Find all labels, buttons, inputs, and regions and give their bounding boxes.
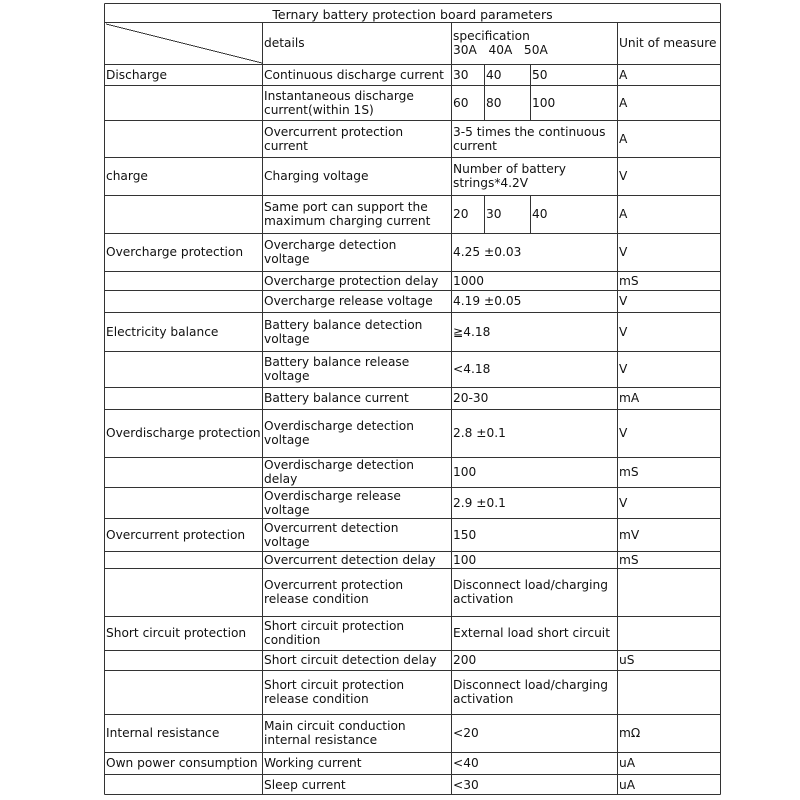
row-unit [617, 616, 721, 650]
row-detail: Short circuit protection condition [264, 619, 405, 647]
header-specification: specification 30A 40A 50A [451, 22, 617, 64]
row-value: 4.19 ±0.05 [453, 294, 522, 308]
row-spec-value: 30 [453, 67, 469, 82]
header-diagonal [106, 24, 262, 63]
row-detail: Overcharge protection delay [264, 273, 439, 288]
row-detail: Overcurrent protection release condition [264, 578, 404, 606]
row-value: ≧4.18 [453, 324, 491, 339]
row-detail: Charging voltage [264, 169, 369, 183]
row-detail: Overcurrent protection current [264, 124, 404, 153]
row-detail: Sleep current [264, 777, 346, 792]
row-detail: Overcurrent detection delay [264, 552, 436, 567]
row-unit: V [619, 245, 628, 259]
row-unit: mV [619, 527, 640, 542]
header-unit: Unit of measure [619, 36, 717, 50]
row-spec-value: 40 [486, 67, 502, 82]
row-value: 4.25 ±0.03 [453, 245, 522, 259]
row-detail: Overcurrent detection voltage [264, 520, 399, 549]
row-value: 1000 [453, 273, 485, 288]
row-spec-value: 100 [532, 95, 556, 110]
row-category: Electricity balance [106, 324, 219, 339]
row-unit [617, 670, 721, 714]
row-detail: Overdischarge detection voltage [264, 419, 414, 447]
row-unit: V [619, 324, 628, 339]
table-title: Ternary battery protection board parameters [272, 7, 553, 22]
row-detail: Battery balance current [264, 391, 409, 405]
row-value: 2.9 ±0.1 [453, 495, 506, 510]
row-detail: Battery balance release voltage [264, 355, 410, 383]
row-spec-value: 60 [453, 95, 469, 110]
row-value: Disconnect load/charging activation [453, 678, 609, 706]
row-value: <40 [453, 756, 479, 770]
row-unit: V [619, 169, 628, 183]
row-category: Short circuit protection [106, 626, 247, 640]
row-spec-value: 50 [532, 67, 548, 82]
row-value: 20-30 [453, 391, 489, 405]
row-value: Disconnect load/charging activation [453, 578, 609, 606]
row-detail: Short circuit detection delay [264, 653, 437, 667]
row-value: 100 [453, 465, 477, 479]
row-detail: Overcharge release voltage [264, 294, 433, 308]
row-detail: Battery balance detection voltage [264, 317, 423, 346]
row-detail: Overcharge detection voltage [264, 238, 397, 266]
row-value: 2.8 ±0.1 [453, 426, 506, 440]
row-unit: A [619, 131, 628, 146]
row-spec-value: 30 [486, 207, 502, 221]
row-value: <20 [453, 726, 479, 740]
row-value: Number of battery strings*4.2V [453, 162, 566, 190]
row-category: Overcharge protection [106, 245, 244, 259]
row-value: 150 [453, 527, 477, 542]
row-detail: Overdischarge release voltage [264, 488, 401, 517]
row-unit: A [619, 95, 628, 110]
row-category: Overcurrent protection [106, 527, 246, 542]
row-spec-value: 40 [532, 207, 548, 221]
row-category: Internal resistance [106, 726, 220, 740]
row-unit: mS [619, 465, 639, 479]
row-unit: mS [619, 273, 639, 288]
row-unit: V [619, 426, 628, 440]
header-spec-values: 30A 40A 50A [453, 43, 548, 57]
row-value: External load short circuit [453, 626, 610, 640]
row-value: 200 [453, 653, 477, 667]
row-category: Overdischarge protection [106, 426, 261, 440]
row-detail: Instantaneous discharge current(within 1S) [264, 88, 414, 117]
row-unit: uA [619, 777, 636, 792]
row-unit: V [619, 495, 628, 510]
row-detail: Working current [264, 756, 362, 770]
row-detail: Continuous discharge current [264, 67, 444, 82]
row-category: Own power consumption [106, 756, 258, 770]
row-unit: mΩ [619, 726, 641, 740]
row-detail: Main circuit conduction internal resistance [264, 719, 406, 747]
row-unit: V [619, 294, 628, 308]
row-value: <4.18 [453, 362, 491, 376]
row-spec-value: 20 [453, 207, 469, 221]
row-unit: mS [619, 552, 639, 567]
row-unit: mA [619, 391, 640, 405]
row-unit: A [619, 207, 628, 221]
row-unit: uA [619, 756, 636, 770]
row-category: Discharge [106, 67, 168, 82]
row-unit: uS [619, 653, 635, 667]
row-unit [617, 568, 721, 616]
row-spec-value: 80 [486, 95, 502, 110]
header-details: details [264, 36, 305, 50]
row-value: <30 [453, 777, 479, 792]
row-unit: A [619, 67, 628, 82]
row-unit: V [619, 362, 628, 376]
row-category: charge [106, 169, 148, 183]
row-value: 100 [453, 552, 477, 567]
row-detail: Same port can support the maximum charging current [264, 200, 431, 228]
row-value: 3-5 times the continuous current [453, 124, 606, 153]
parameter-table [104, 3, 721, 795]
row-detail: Overdischarge detection delay [264, 458, 414, 486]
row-detail: Short circuit protection release condition [264, 678, 405, 706]
